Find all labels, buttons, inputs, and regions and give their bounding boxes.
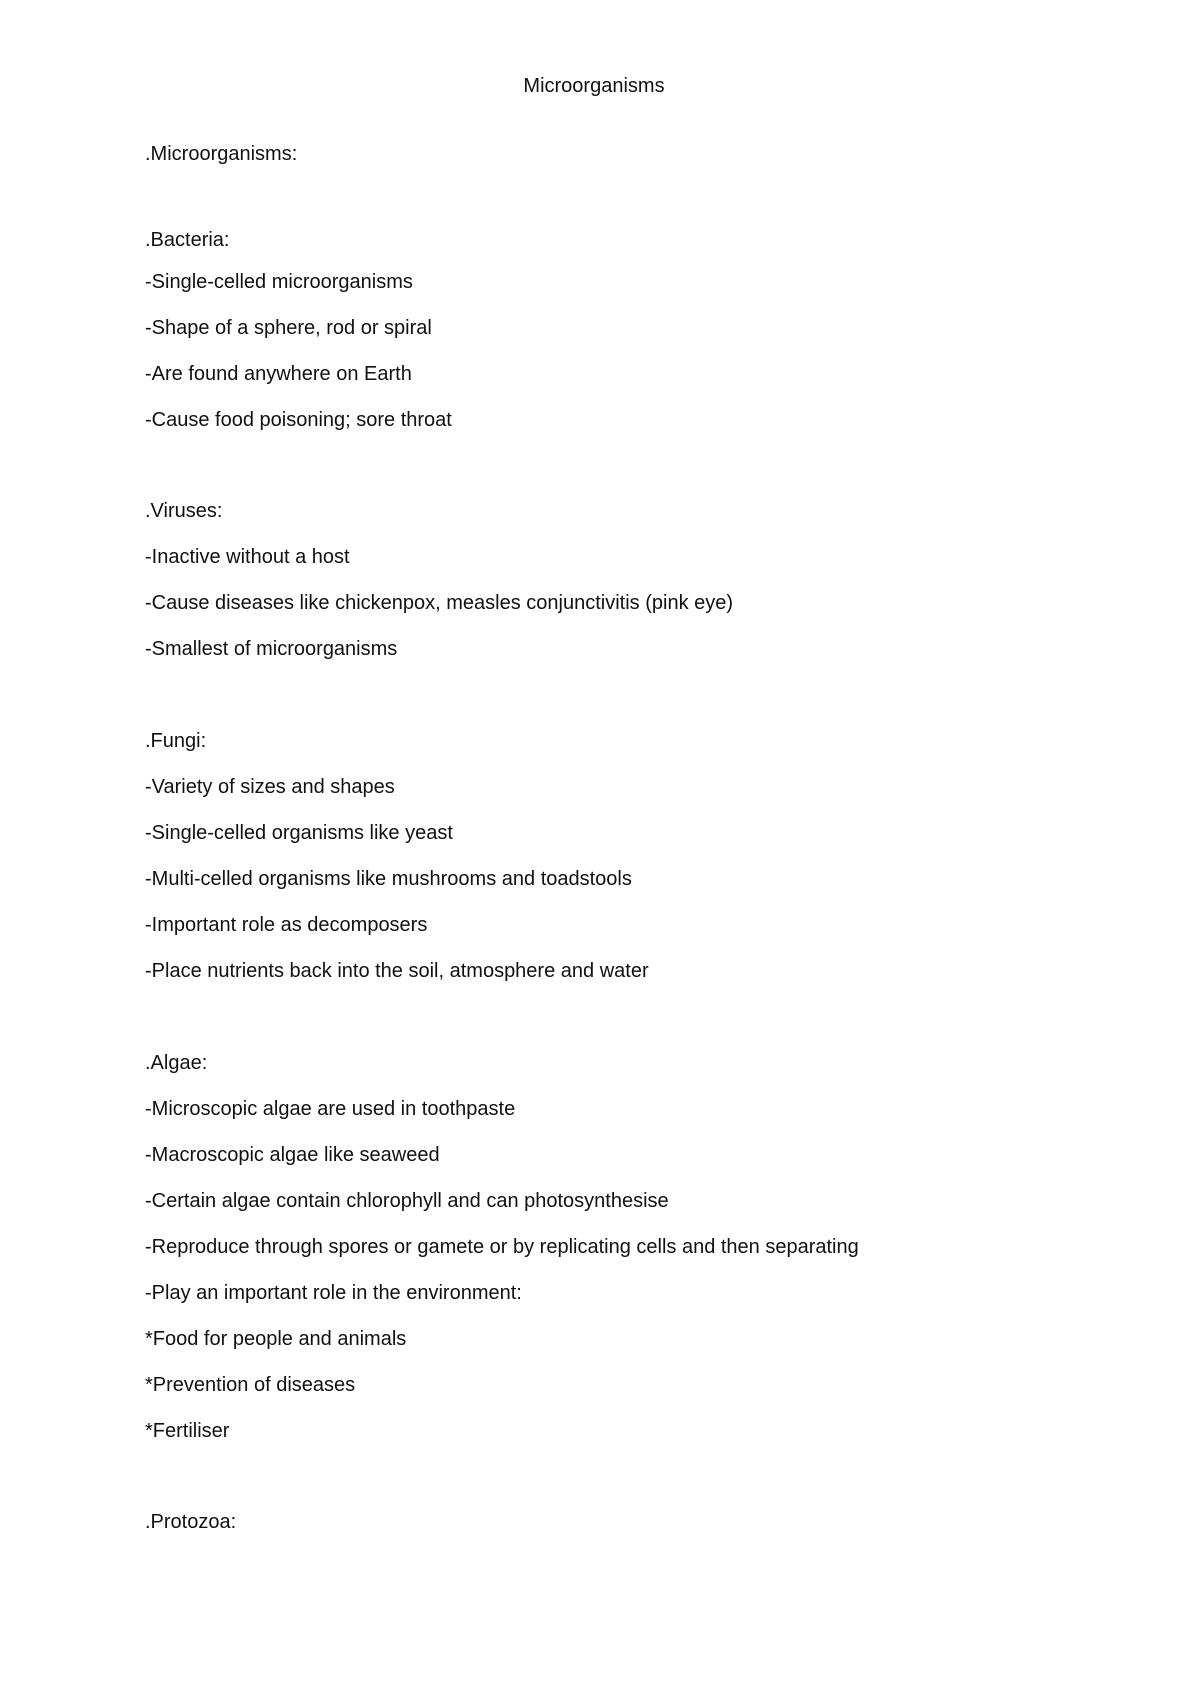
sub-list-item: *Fertiliser: [145, 1420, 230, 1442]
list-item: -Important role as decomposers: [145, 914, 428, 936]
list-item: -Cause food poisoning; sore throat: [145, 409, 452, 431]
list-item: -Are found anywhere on Earth: [145, 363, 412, 385]
section-heading-viruses: .Viruses:: [145, 500, 223, 522]
sub-list-item: *Prevention of diseases: [145, 1374, 356, 1396]
list-item: -Multi-celled organisms like mushrooms and toadstools: [145, 868, 632, 890]
list-item: -Place nutrients back into the soil, atmosphere and water: [145, 960, 649, 982]
section-heading-fungi: .Fungi:: [145, 730, 207, 752]
list-item: -Play an important role in the environment:: [145, 1282, 522, 1304]
list-item: -Single-celled organisms like yeast: [145, 822, 453, 844]
section-heading-protozoa: .Protozoa:: [145, 1511, 237, 1533]
list-item: -Variety of sizes and shapes: [145, 776, 395, 798]
list-item: -Shape of a sphere, rod or spiral: [145, 317, 432, 339]
list-item: -Inactive without a host: [145, 546, 350, 568]
list-item: -Reproduce through spores or gamete or by replicating cells and then separating: [145, 1236, 859, 1258]
list-item: -Cause diseases like chickenpox, measles conjunctivitis (pink eye): [145, 592, 734, 614]
list-item: -Certain algae contain chlorophyll and can photosynthesise: [145, 1190, 669, 1212]
document-title: Microorganisms: [523, 75, 665, 97]
list-item: -Microscopic algae are used in toothpaste: [145, 1098, 516, 1120]
main-heading: .Microorganisms:: [145, 143, 298, 165]
section-heading-algae: .Algae:: [145, 1052, 208, 1074]
sub-list-item: *Food for people and animals: [145, 1328, 407, 1350]
list-item: -Single-celled microorganisms: [145, 271, 413, 293]
list-item: -Macroscopic algae like seaweed: [145, 1144, 440, 1166]
section-heading-bacteria: .Bacteria:: [145, 229, 230, 251]
list-item: -Smallest of microorganisms: [145, 638, 398, 660]
